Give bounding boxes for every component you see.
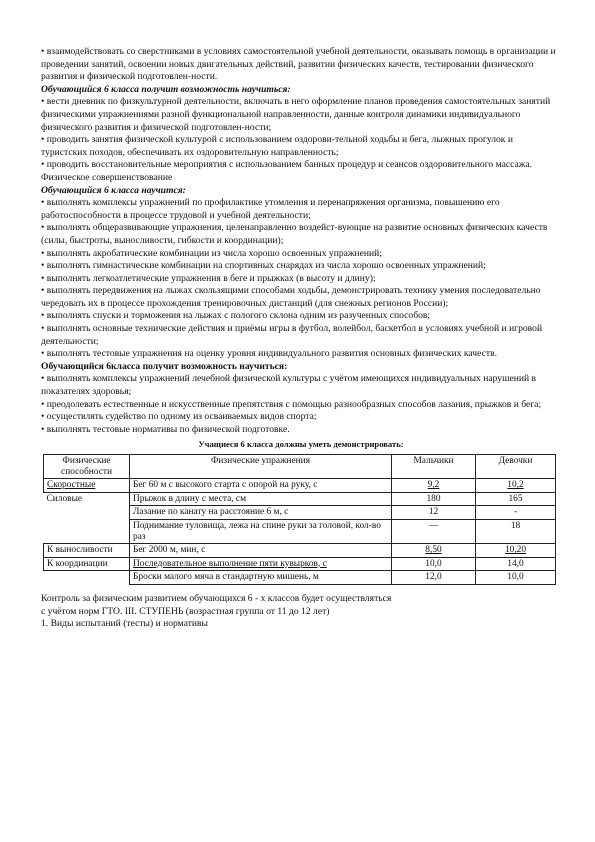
ability-cell: Скоростные — [44, 479, 130, 493]
list-item: • преодолевать естественные и искусственные препятствия с помощью разнообразных способов лазания, прыжков и бега; — [41, 398, 542, 410]
exercise-cell: Прыжок в длину с места, см — [130, 492, 392, 506]
list-item: • выполнять акробатические комбинации из числа хорошо освоенных упражнений; — [41, 247, 382, 259]
footer-line: с учётом норм ГТО. III. СТУПЕНЬ (возрастная группа от 11 до 12 лет) — [41, 605, 330, 617]
boys-cell: 9,2 — [392, 479, 476, 493]
ability-cell — [44, 519, 130, 543]
list-item: • выполнять комплексы упражнений лечебной физической культуры с учётом имеющихся индивидуальных нарушений в показателях здоровья; — [41, 373, 537, 398]
list-item: • выполнять гимнастические комбинации на спортивных снарядах из числа хорошо освоенных упражнений; — [41, 260, 486, 272]
list-item: • выполнять основные технические действия и приёмы игры в футбол, волейбол, баскетбол в условиях учебной и игровой деятельности; — [41, 323, 543, 347]
list-item: • вести дневник по физкультурной деятельности, включать в него оформление планов проведения самостоятельных занятий физическими упражнениями разной функциональной направленности, данные контроля динамики индивидуального физического развития и физической подготовлен-ности; — [41, 96, 551, 133]
exercise-cell: Бег 60 м с высокого старта с опорой на руку, с — [130, 479, 392, 493]
girls-cell: 165 — [476, 492, 556, 506]
footer-line: Контроль за физическим развитием обучающихся 6 - х классов будет осуществляться — [41, 592, 392, 604]
girls-cell: - — [476, 506, 556, 520]
document-page — [41, 46, 561, 631]
boys-cell: — — [392, 519, 476, 543]
header-cell: Физические способности — [44, 455, 130, 479]
exercise-cell: Последовательное выполнение пяти кувырков, с — [130, 557, 392, 571]
girls-cell: 14,0 — [476, 557, 556, 571]
header-cell: Физические упражнения — [130, 455, 392, 479]
boys-cell: 180 — [392, 492, 476, 506]
paragraph: • взаимодействовать со сверстниками в условиях самостоятельной учебной деятельности, оказывать помощь в организации и проведении занятий, освоении новых двигательных действий, развитии физических качеств, тестировании физического развития и физической подготовлен-ности. — [41, 46, 556, 83]
exercise-cell: Бег 2000 м, мин, с — [130, 544, 392, 558]
table-row — [44, 492, 556, 506]
list-item: • выполнять комплексы упражнений по профилактике утомления и перенапряжения организма, повышению его работоспособности в процессе трудовой и учебной деятельности; — [41, 197, 500, 221]
section-heading: Обучающийся 6 класса получит возможность научиться: — [41, 83, 291, 95]
list-item: • выполнять общеразвивающие упражнения, целенаправленно воздейст-вующие на развитие основных физических качеств (силы, быстроты, выносливости, гибкости и координации); — [41, 222, 548, 246]
exercise-cell: Лазание по канату на расстояние 6 м, с — [130, 506, 392, 520]
list-item: • выполнять передвижения на лыжах скользящими способами ходьбы, демонстрировать технику умения последовательно чередовать их в процессе прохождения тренировочных дистанций (для снежных регионов России); — [41, 285, 541, 309]
ability-cell: К выносливости — [44, 544, 130, 558]
footer-line: 1. Виды испытаний (тесты) и нормативы — [41, 618, 209, 630]
list-item: • выполнять легкоатлетические упражнения в беге и прыжках (в высоту и длину); — [41, 272, 376, 284]
girls-cell: 10,20 — [476, 544, 556, 558]
header-cell: Мальчики — [392, 455, 476, 479]
exercise-cell: Броски малого мяча в стандартную мишень, м — [130, 571, 392, 585]
table-caption: Учащиеся 6 класса должны уметь демонстрировать: — [198, 439, 404, 450]
section-heading: Обучающийся 6класса получит возможность научиться: — [41, 360, 288, 372]
norms-table — [43, 454, 556, 585]
table-row — [44, 519, 556, 543]
table-row — [44, 506, 556, 520]
list-item: • выполнять тестовые нормативы по физической подготовке. — [41, 423, 290, 435]
boys-cell: 10,0 — [392, 557, 476, 571]
section-heading: Обучающийся 6 класса научится: — [41, 184, 186, 196]
boys-cell: 8,50 — [392, 544, 476, 558]
girls-cell: 18 — [476, 519, 556, 543]
ability-cell: Силовые — [46, 493, 83, 504]
ability-cell: К координации — [44, 557, 130, 571]
boys-cell: 12 — [392, 506, 476, 520]
girls-cell: 10,2 — [476, 479, 556, 493]
table-row — [44, 557, 556, 571]
header-cell: Девочки — [476, 455, 556, 479]
ability-cell — [44, 506, 130, 520]
boys-cell: 12,0 — [392, 571, 476, 585]
table-row — [44, 571, 556, 585]
list-item: • выполнять спуски и торможения на лыжах с пологого склона одним из разученных способов; — [41, 310, 431, 322]
girls-cell: 10,0 — [476, 571, 556, 585]
table-header-row — [44, 455, 556, 479]
list-item: • выполнять тестовые упражнения на оценку уровня индивидуального развития основных физических качеств. — [41, 348, 498, 360]
table-row — [44, 544, 556, 558]
list-item: • проводить занятия физической культурой с использованием оздорови-тельной ходьбы и бега, лыжных прогулок и туристских походов, обеспечивать их оздоровительную направленность; — [41, 134, 513, 158]
section-title: Физическое совершенствование — [41, 171, 173, 183]
ability-cell — [44, 571, 130, 585]
list-item: • проводить восстановительные мероприятия с использованием банных процедур и сеансов оздоровительного массажа. — [41, 159, 533, 171]
list-item: • осуществлять судейство по одному из осваиваемых видов спорта; — [41, 411, 317, 423]
exercise-cell: Поднимание туловища, лежа на спине руки за головой, кол-во раз — [130, 519, 392, 543]
table-row — [44, 479, 556, 493]
spacer — [41, 585, 561, 593]
